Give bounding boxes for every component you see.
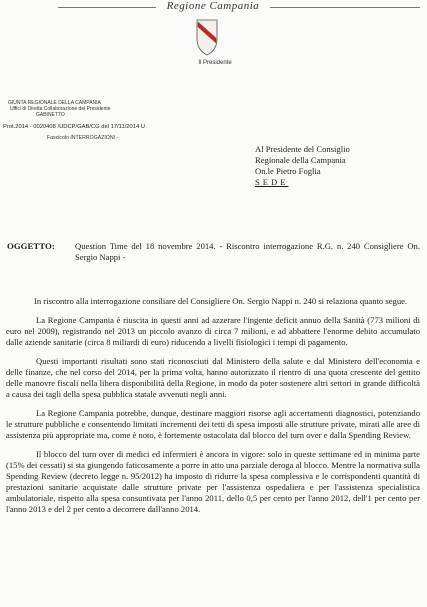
- region-name: Regione Campania: [166, 0, 260, 12]
- recipient-line: Al Presidente del Consiglio: [255, 144, 350, 154]
- body-paragraph: La Regione Campania potrebbe, dunque, destinare maggiori risorse agli accertamenti diagnostici, potenziando le strutture pubbliche e consentendo limitati incrementi dei tetti di spesa imposti alle strutture private, mirati alle aree di assistenza più appropriate ma, come è noto, è fortemente ostacolata dal blocco del turn over e dalla Spending Review.: [6, 408, 420, 440]
- recipient-line: Regionale della Campania: [255, 155, 346, 165]
- body-paragraph: La Regione Campania è riuscita in questi anni ad azzerare l'ingente deficit annuo della Sanità (773 milioni di euro nel 2009), registrando nel 2013 un piccolo avanzo di circa 7 milioni, e ad abbattere l'enorme debito accumulato dalle aziende sanitarie (circa 8 miliardi di euro) riducendo a livelli fisiologici i tempi di pagamento.: [6, 315, 420, 347]
- letterhead: [0, 0, 427, 70]
- recipient-address: [255, 144, 350, 188]
- presidente-label: Il Presidente: [198, 60, 232, 66]
- subject-label: OGGETTO:: [7, 241, 55, 251]
- region-emblem-icon: [195, 17, 219, 57]
- letterhead-rule-left: [58, 7, 156, 8]
- office-line: GABINETTO: [36, 112, 65, 118]
- letter-body: [6, 296, 420, 523]
- body-paragraph: In riscontro alla interrogazione consiliare del Consigliere On. Sergio Nappi n. 240 si relaziona quanto segue.: [34, 296, 408, 306]
- recipient-sede: SEDE: [255, 177, 289, 187]
- office-line: Uffici di Diretta Collaborazione del Presidente: [10, 106, 111, 112]
- office-line: GIUNTA REGIONALE DELLA CAMPANIA: [8, 100, 101, 106]
- protocol-number: Prot.2014 - 0020408 /UDCP/GAB/CG del 17/11/2014 U: [3, 124, 145, 130]
- fascicolo-label: Fascicolo INTERROGAZIONI -: [47, 135, 119, 141]
- body-paragraph: Il blocco del turn over di medici ed infermieri è ancora in vigore: solo in queste settimane ed in minima parte (15% dei cessati) si sta giungendo faticosamente a porre in atto una parziale deroga al blocco. Mentre la normativa sulla Spending Review (decreto legge n. 95/2012) ha imposto di ridurre la spesa complessiva e le corrispondenti quantità di prestazioni sanitarie acquistate dalle strutture private per l'assistenza ospedaliera e per l'assistenza specialistica ambulatoriale, rispetto alla spesa consuntivata per l'anno 2011, dello 0,5 per cento per l'anno 2012, dell'1 per cento per l'anno 2013 e del 2 per cento a decorrere dall'anno 2014.: [6, 449, 420, 514]
- recipient-line: On.le Pietro Foglia: [255, 166, 321, 176]
- office-heading: [8, 100, 111, 118]
- letterhead-rule-right: [270, 7, 420, 8]
- body-paragraph: Questi importanti risultati sono stati riconosciuti dal Ministero della salute e dal Ministero dell'economia e delle finanze, che nel corso del 2014, per la prima volta, hanno autorizzato il rientro di una quota crescente del gettito delle manovre fiscali nella libera disponibilità della Regione, in modo da poter sostenere altri settori in grande difficoltà a causa dei tagli della spesa pubblica statale avvenuti negli anni.: [6, 356, 420, 399]
- subject-text: Question Time del 18 novembre 2014. - Riscontro interrogazione R.G. n. 240 Consigliere On. Sergio Nappi -: [75, 241, 420, 262]
